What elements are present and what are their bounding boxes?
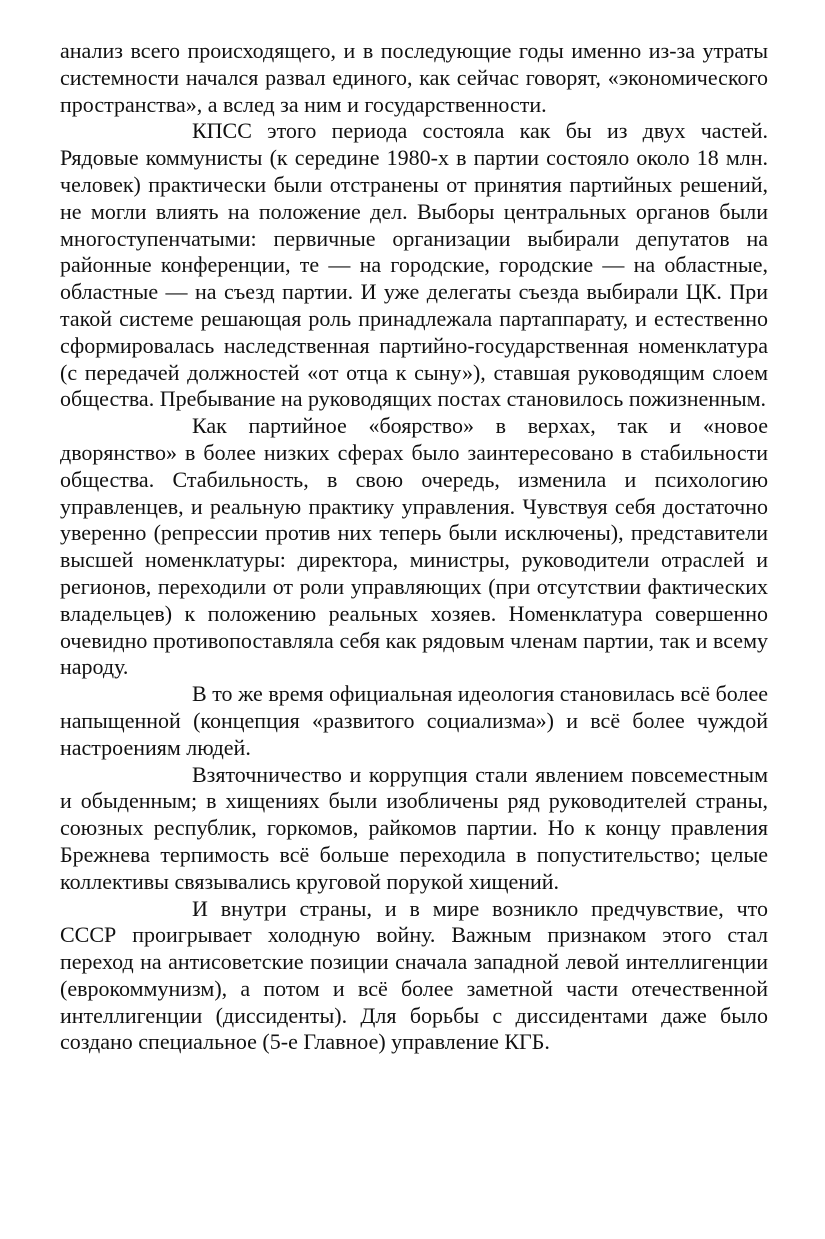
document-page	[60, 38, 768, 1056]
paragraph-cold-war: И внутри страны, и в мире возникло предчувствие, что СССР проигрывает холодную войну. Важным признаком этого стал переход на антисоветские позиции сначала западной левой интеллигенции (еврокоммунизм), а потом и всё более заметной части отечественной интеллигенции (диссиденты). Для борьбы с диссидентами даже было создано специальное (5-е Главное) управление КГБ.	[60, 895, 768, 1055]
paragraph-cpsu-structure: КПСС этого периода состояла как бы из двух частей. Рядовые коммунисты (к середине 1980-х в партии состояло около 18 млн. человек) практически были отстранены от принятия партийных решений, не могли влиять на положение дел. Выборы центральных органов были многоступенчатыми: первичные организации выбирали депутатов на районные конференции, те — на городские, городские — на областные, областные — на съезд партии. И уже делегаты съезда выбирали ЦК. При такой системе решающая роль принадлежала партаппарату, и естественно сформировалась наследственная партийно-государственная номенклатура (с передачей должностей «от отца к сыну»), ставшая руководящим слоем общества. Пребывание на руководящих постах становилось пожизненным.	[60, 118, 768, 412]
paragraph-corruption: Взяточничество и коррупция стали явлением повсеместным и обыденным; в хищениях были изобличены ряд руководителей страны, союзных республик, горкомов, райкомов партии. Но к концу правления Брежнева терпимость всё больше переходила в попустительство; целые коллективы связывались круговой порукой хищений.	[60, 761, 768, 894]
paragraph-continuation: анализ всего происходящего, и в последующие годы именно из-за утраты системности начался развал единого, как сейчас говорят, «экономического пространства», а вслед за ним и государственности.	[60, 38, 768, 117]
paragraph-ideology: В то же время официальная идеология становилась всё более напыщенной (концепция «развитого социализма») и всё более чуждой настроениям людей.	[60, 681, 768, 760]
paragraph-nomenklatura: Как партийное «боярство» в верхах, так и «новое дворянство» в более низких сферах было заинтересовано в стабильности общества. Стабильность, в свою очередь, изменила и психологию управленцев, и реальную практику управления. Чувствуя себя достаточно уверенно (репрессии против них теперь были исключены), представители высшей номенклатуры: директора, министры, руководители отраслей и регионов, переходили от роли управляющих (при отсутствии фактических владельцев) к положению реальных хозяев. Номенклатура совершенно очевидно противопоставляла себя как рядовым членам партии, так и всему народу.	[60, 413, 768, 680]
